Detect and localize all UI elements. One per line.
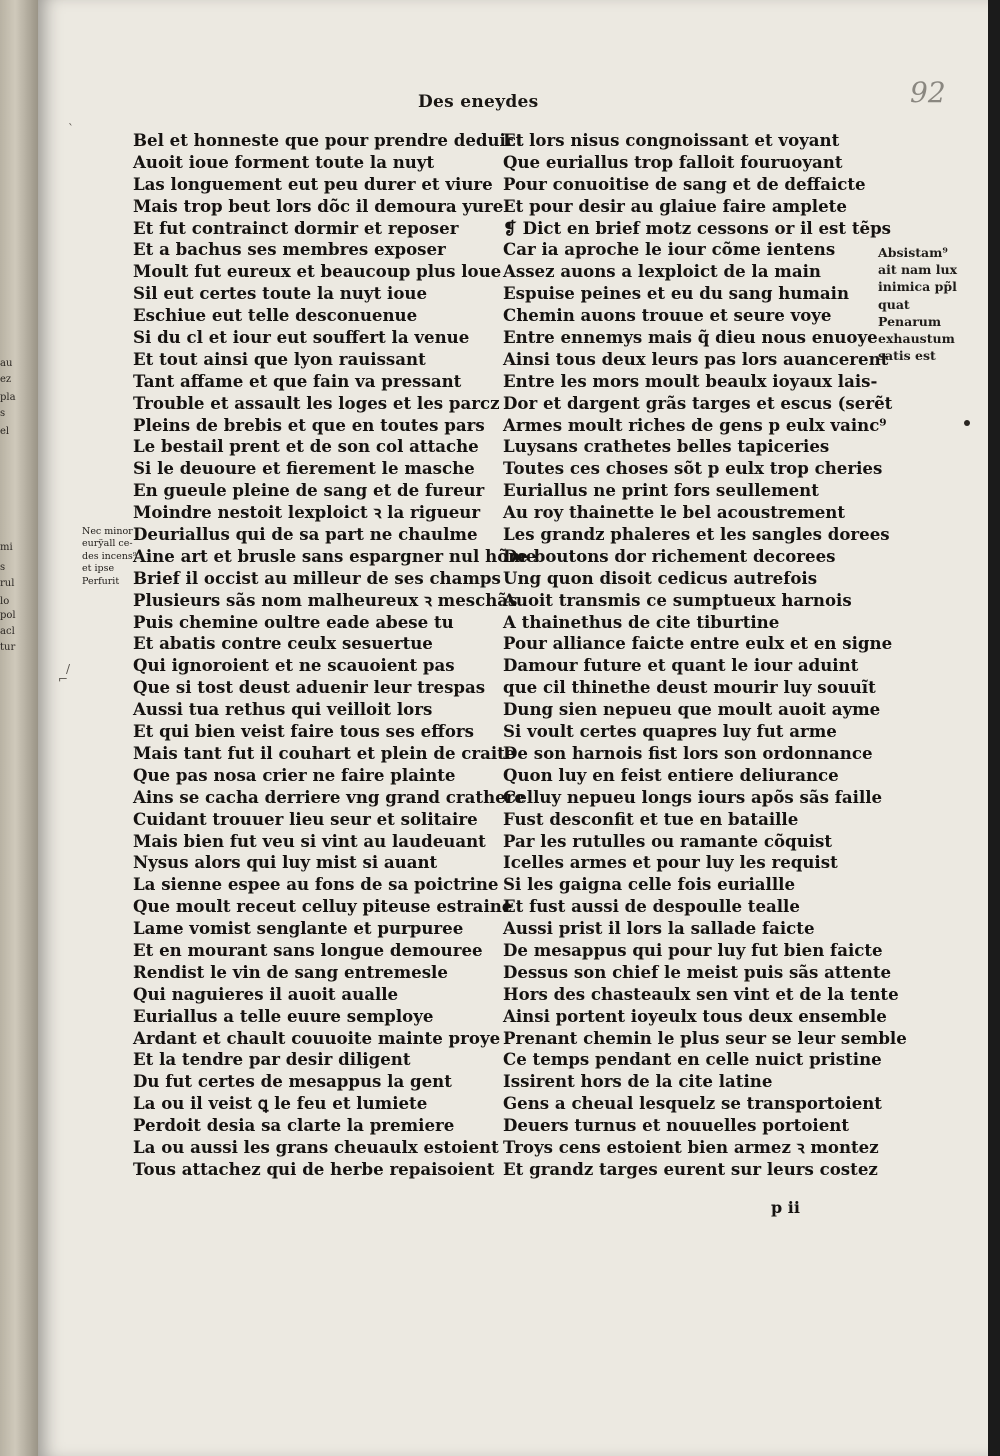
verse-line: Deuers turnus et nouuelles portoient (503, 1115, 849, 1136)
verse-line: Issirent hors de la cite latine (503, 1071, 773, 1092)
verse-line: Troys cens estoient bien armez ꝛ montez (503, 1136, 879, 1157)
verse-line: Entre les mors moult beaulx ioyaux lais- (503, 370, 878, 391)
verse-line: Perdoit desia sa clarte la premiere (133, 1115, 455, 1136)
right-margin-gloss (878, 244, 957, 364)
verse-line: Damour future et quant le iour aduint (503, 655, 859, 676)
verse-line: Prenant chemin le plus seur se leur semble (503, 1027, 907, 1048)
prev-page-fragment: rul (0, 578, 15, 589)
verse-line: Ainsi tous deux leurs pas lors auancerent (503, 348, 889, 369)
verse-line: Si voult certes quapres luy fut arme (503, 721, 837, 742)
verse-line: Aussi tua rethus qui veilloit lors (133, 699, 433, 720)
verse-line: Armes moult riches de gens p eulx vainc⁹ (503, 414, 887, 435)
verse-line: Si le deuoure et fierement le masche (133, 458, 475, 479)
prev-page-fragment: ez (0, 374, 12, 385)
verse-line: Et fut contrainct dormir et reposer (133, 217, 459, 238)
verse-line: Aine art et brusle sans espargner nul hõme (133, 545, 537, 566)
verse-line: Que moult receut celluy piteuse estraine (133, 896, 513, 917)
prev-page-fragment: lo (0, 596, 10, 607)
verse-line: Et fust aussi de despoulle tealle (503, 896, 800, 917)
prev-page-fragment: acl (0, 626, 15, 637)
gloss-line: Perfurit (82, 575, 120, 587)
verse-line: Las longuement eut peu durer et viure (133, 173, 493, 194)
pencil-mark: ⌐ (58, 672, 69, 686)
verse-line: Mais tant fut il couhart et plein de craite (133, 742, 516, 763)
verse-line: ❡ Dict en brief motz cessons or il est tẽps (503, 217, 892, 238)
verse-line: Auoit ioue forment toute la nuyt (133, 151, 435, 172)
verse-line: Si du cl et iour eut souffert la venue (133, 327, 470, 348)
verse-line: Pleins de brebis et que en toutes pars (133, 414, 485, 435)
verse-line: Et en mourant sans longue demouree (133, 939, 483, 960)
book-page (38, 0, 988, 1456)
left-column (133, 130, 537, 1181)
verse-line: Plusieurs sãs nom malheureux ꝛ meschãs (133, 589, 518, 610)
prev-page-fragment: s (0, 562, 6, 573)
verse-line: Rendist le vin de sang entremesle (133, 961, 448, 982)
verse-line: Celluy nepueu longs iours apõs sãs faille (503, 786, 883, 807)
pencil-mark: ˋ (68, 122, 74, 136)
prev-page-fragment: s (0, 408, 6, 419)
verse-line: Que euriallus trop falloit fouruoyant (503, 151, 843, 172)
verse-line: Trouble et assault les loges et les parcz (133, 392, 500, 413)
running-header: Des eneydes (418, 92, 539, 112)
verse-line: Luysans crathetes belles tapiceries (503, 436, 830, 457)
verse-line: Que pas nosa crier ne faire plainte (133, 764, 456, 785)
left-margin-gloss (82, 526, 137, 588)
verse-line: Nysus alors qui luy mist si auant (133, 852, 438, 873)
verse-line: Et grandz targes eurent sur leurs costez (503, 1158, 878, 1179)
verse-line: Gens a cheual lesquelz se transportoient (503, 1093, 882, 1114)
prev-page-fragment: el (0, 426, 10, 437)
verse-line: Euriallus a telle euure semploye (133, 1005, 434, 1026)
verse-line: Ardant et chault couuoite mainte proye (133, 1027, 501, 1048)
gloss-line: exhaustum (878, 331, 955, 347)
verse-line: Qui naguieres il auoit aualle (133, 983, 399, 1004)
verse-line: En gueule pleine de sang et de fureur (133, 480, 485, 501)
verse-line: Et la tendre par desir diligent (133, 1049, 411, 1070)
verse-line: Les grandz phaleres et les sangles dorees (503, 524, 890, 545)
gloss-line: des incens⁹ (82, 550, 137, 562)
verse-line: Et a bachus ses membres exposer (133, 239, 446, 260)
verse-line: Et lors nisus congnoissant et voyant (503, 130, 840, 150)
verse-line: Assez auons a lexploict de la main (503, 261, 821, 282)
verse-line: Auoit transmis ce sumptueux harnois (503, 589, 852, 610)
verse-line: Sil eut certes toute la nuyt ioue (133, 283, 428, 304)
verse-line: Dessus son chief le meist puis sãs attente (503, 961, 892, 982)
verse-line: La ou aussi les grans cheuaulx estoient (133, 1136, 499, 1157)
verse-line: Chemin auons trouue et seure voye (503, 305, 832, 326)
verse-line: Du fut certes de mesappus la gent (133, 1071, 452, 1092)
verse-line: Mais bien fut veu si vint au laudeuant (133, 830, 486, 851)
verse-line: Espuise peines et eu du sang humain (503, 283, 850, 304)
verse-line: Pour alliance faicte entre eulx et en signe (503, 633, 893, 654)
gloss-line: Absistam⁹ (878, 245, 948, 260)
pencil-mark: / (66, 662, 71, 676)
verse-line: Tous attachez qui de herbe repaisoient (133, 1158, 495, 1179)
signature-mark: p ii (771, 1198, 800, 1217)
verse-line: Tant affame et que fain va pressant (133, 370, 462, 391)
verse-line: Mais trop beut lors dõc il demoura yure (133, 195, 504, 216)
verse-line: Lame vomist senglante et purpuree (133, 918, 464, 939)
gloss-line: inimica pp̃l (878, 279, 957, 295)
verse-line: Bel et honneste que pour prendre deduict (133, 130, 524, 150)
gloss-line: satis est (878, 348, 936, 364)
verse-line: Fust desconfit et tue en bataille (503, 808, 799, 829)
verse-line: Toutes ces choses sõt p eulx trop cheries (503, 458, 883, 479)
gloss-line: Nec minor (82, 526, 133, 537)
previous-page-edge (0, 0, 38, 1456)
verse-line: Et qui bien veist faire tous ses effors (133, 721, 474, 742)
prev-page-fragment: tur (0, 642, 16, 653)
gloss-line: eurÿall ce- (82, 538, 133, 550)
verse-line: Euriallus ne print fors seullement (503, 480, 819, 501)
verse-line: que cil thinethe deust mourir luy souuĩt (503, 677, 876, 698)
verse-line: Par les rutulles ou ramante cõquist (503, 830, 833, 851)
verse-line: Qui ignoroient et ne scauoient pas (133, 655, 455, 676)
verse-line: Moindre nestoit lexploict ꝛ la rigueur (133, 502, 481, 523)
folio-number: 92 (910, 76, 946, 109)
verse-line: Le bestail prent et de son col attache (133, 436, 479, 457)
prev-page-fragment: pla (0, 392, 16, 403)
verse-line: Car ia aproche le iour cõme ientens (503, 239, 836, 260)
verse-line: Que si tost deust aduenir leur trespas (133, 677, 486, 698)
verse-line: Aussi prist il lors la sallade faicte (503, 918, 815, 939)
verse-line: Icelles armes et pour luy les requist (503, 852, 838, 873)
gloss-line: ait nam lux (878, 262, 958, 278)
ink-dot (964, 420, 970, 426)
prev-page-fragment: mi (0, 542, 13, 553)
verse-line: Puis chemine oultre eade abese tu (133, 611, 454, 632)
verse-line: Dor et dargent grãs targes et escus (serẽt (503, 392, 893, 413)
verse-line: Et abatis contre ceulx sesuertue (133, 633, 433, 654)
verse-line: Et pour desir au glaiue faire amplete (503, 195, 847, 216)
gloss-line: et ipse (82, 563, 115, 575)
verse-line: De boutons dor richement decorees (503, 545, 836, 566)
verse-line: Ce temps pendant en celle nuict pristine (503, 1049, 882, 1070)
verse-line: La sienne espee au fons de sa poictrine (133, 874, 499, 895)
verse-line: De mesappus qui pour luy fut bien faicte (503, 939, 883, 960)
verse-line: Ung quon disoit cedicus autrefois (503, 567, 818, 588)
verse-line: Cuidant trouuer lieu seur et solitaire (133, 808, 478, 829)
verse-line: Entre ennemys mais q̃ dieu nous enuoye (503, 327, 878, 348)
verse-line: Eschiue eut telle desconuenue (133, 305, 418, 326)
gloss-line: Penarum (878, 313, 942, 329)
verse-line: A thainethus de cite tiburtine (503, 611, 780, 632)
verse-line: La ou il veist ꝗ le feu et lumiete (133, 1093, 428, 1114)
verse-line: De son harnois fist lors son ordonnance (503, 742, 873, 763)
verse-line: Pour conuoitise de sang et de deffaicte (503, 173, 866, 194)
verse-line: Ains se cacha derriere vng grand crathere (133, 786, 525, 807)
verse-line: Deuriallus qui de sa part ne chaulme (133, 524, 478, 545)
verse-line: Et tout ainsi que lyon rauissant (133, 348, 426, 369)
verse-line: Brief il occist au milleur de ses champs (133, 567, 501, 588)
verse-line: Si les gaigna celle fois euriallle (503, 874, 796, 895)
verse-line: Moult fut eureux et beaucoup plus loue (133, 261, 502, 282)
prev-page-fragment: au (0, 358, 13, 369)
verse-line: Quon luy en feist entiere deliurance (503, 764, 839, 785)
gloss-line: quat (878, 296, 910, 312)
verse-line: Ainsi portent ioyeulx tous deux ensemble (503, 1005, 887, 1026)
verse-line: Dung sien nepueu que moult auoit ayme (503, 699, 881, 720)
prev-page-fragment: pol (0, 610, 16, 621)
verse-line: Hors des chasteaulx sen vint et de la tente (503, 983, 899, 1004)
verse-line: Au roy thainette le bel acoustrement (503, 502, 846, 523)
